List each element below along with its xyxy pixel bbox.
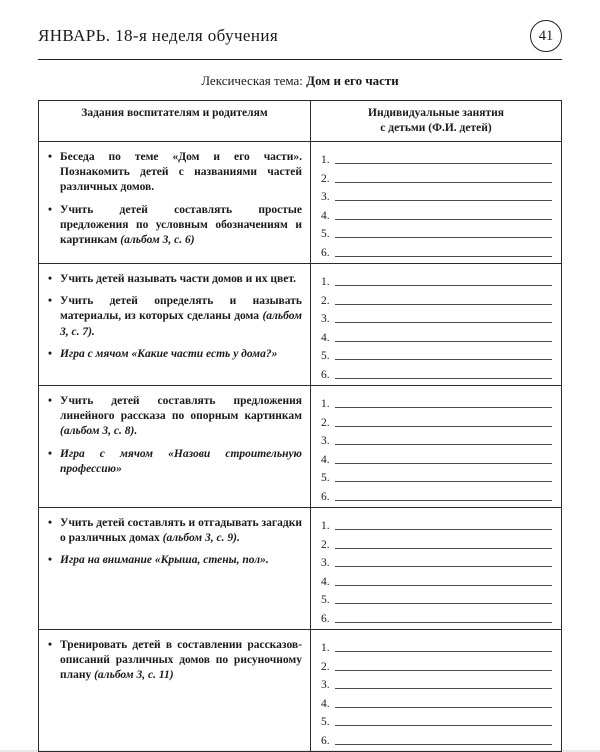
numbered-line	[321, 691, 552, 710]
line-number: 6.	[320, 612, 330, 625]
numbered-line	[321, 514, 552, 533]
line-number: 3.	[320, 679, 330, 692]
line-number: 1.	[320, 520, 330, 533]
task-text-italic: (альбом 3, с. 8).	[60, 425, 138, 438]
lines-cell	[310, 263, 561, 385]
line-number: 5.	[320, 594, 330, 607]
task-text-italic: (альбом 3, с. 7).	[60, 310, 302, 338]
line-number: 3.	[320, 557, 330, 570]
line-number: 4.	[320, 697, 330, 710]
line-number: 4.	[320, 575, 330, 588]
write-line	[335, 622, 552, 623]
write-line	[335, 548, 552, 549]
write-line	[335, 500, 552, 501]
bullet-icon: •	[48, 203, 53, 216]
write-line	[335, 407, 552, 408]
task-row	[39, 507, 562, 629]
write-line	[335, 256, 552, 257]
task-text-italic: (альбом 3, с. 9).	[162, 532, 240, 545]
task-text: Учить детей называть части домов и их цвет.	[60, 272, 296, 285]
line-number: 6.	[320, 246, 330, 259]
bullet-icon: •	[48, 394, 53, 407]
numbered-line	[321, 166, 552, 185]
task-row	[39, 629, 562, 751]
tasks-cell	[39, 507, 311, 629]
task-text: Беседа по теме «Дом и его части». Познакомить детей с названиями частей различных домов.	[60, 150, 302, 194]
task-row	[39, 141, 562, 263]
numbered-line	[321, 185, 552, 204]
numbered-line	[321, 240, 552, 259]
task-item	[48, 203, 302, 249]
bullet-icon: •	[48, 348, 53, 360]
write-line	[335, 585, 552, 586]
write-line	[335, 359, 552, 360]
numbered-line	[321, 344, 552, 363]
numbered-line	[321, 484, 552, 503]
tasks-cell	[39, 141, 311, 263]
line-number: 1.	[320, 398, 330, 411]
task-item	[48, 272, 302, 287]
bullet-icon: •	[48, 638, 53, 651]
line-number: 2.	[320, 538, 330, 551]
numbered-line	[321, 636, 552, 655]
task-text-italic: Игра на внимание «Крыша, стены, пол».	[60, 554, 269, 567]
numbered-line	[321, 222, 552, 241]
write-line	[335, 566, 552, 567]
write-line	[335, 182, 552, 183]
numbered-line	[321, 410, 552, 429]
task-row	[39, 263, 562, 385]
line-number: 6.	[320, 490, 330, 503]
lines-cell	[310, 507, 561, 629]
numbered-line	[321, 203, 552, 222]
bullet-icon: •	[48, 272, 53, 285]
write-line	[335, 304, 552, 305]
numbered-line	[321, 362, 552, 381]
tasks-cell	[39, 629, 311, 751]
numbered-line	[321, 447, 552, 466]
numbered-line	[321, 673, 552, 692]
write-line	[335, 529, 552, 530]
line-number: 2.	[320, 660, 330, 673]
tasks-cell	[39, 263, 311, 385]
lines-cell	[310, 385, 561, 507]
line-number: 4.	[320, 331, 330, 344]
write-line	[335, 688, 552, 689]
write-line	[335, 163, 552, 164]
task-text-italic: Игра с мячом «Какие части есть у дома?»	[60, 348, 278, 360]
task-item	[48, 394, 302, 440]
line-number: 6.	[320, 734, 330, 747]
header-divider	[38, 59, 562, 60]
numbered-line	[321, 392, 552, 411]
table-header-row	[39, 101, 562, 142]
individual-column-header-line2: с детьми (Ф.И. детей)	[380, 121, 492, 134]
write-line	[335, 463, 552, 464]
bullet-icon: •	[48, 447, 53, 460]
task-text: Учить детей определять и называть материалы, из которых сделаны дома	[60, 295, 302, 323]
write-line	[335, 444, 552, 445]
numbered-line	[321, 307, 552, 326]
write-line	[335, 219, 552, 220]
numbered-line	[321, 569, 552, 588]
write-line	[335, 744, 552, 745]
lines-cell	[310, 141, 561, 263]
numbered-line	[321, 654, 552, 673]
subtitle-prefix: Лексическая тема:	[201, 73, 307, 88]
numbered-line	[321, 429, 552, 448]
write-line	[335, 378, 552, 379]
numbered-line	[321, 325, 552, 344]
numbered-line	[321, 606, 552, 625]
task-list	[48, 638, 302, 684]
task-item	[48, 294, 302, 340]
numbered-line	[321, 288, 552, 307]
line-number: 5.	[320, 716, 330, 729]
write-line	[335, 603, 552, 604]
line-number: 5.	[320, 472, 330, 485]
numbered-line	[321, 532, 552, 551]
line-number: 2.	[320, 172, 330, 185]
task-item	[48, 447, 302, 478]
write-line	[335, 481, 552, 482]
lexical-theme-subtitle	[38, 73, 562, 89]
line-number: 5.	[320, 228, 330, 241]
subtitle-theme: Дом и его части	[306, 73, 399, 88]
numbered-line	[321, 148, 552, 167]
numbered-line	[321, 551, 552, 570]
individual-column-header-line1: Индивидуальные занятия	[368, 107, 504, 119]
line-number: 1.	[320, 642, 330, 655]
task-row	[39, 385, 562, 507]
bullet-icon: •	[48, 554, 53, 567]
task-list	[48, 150, 302, 249]
line-number: 2.	[320, 416, 330, 429]
write-line	[335, 200, 552, 201]
task-item	[48, 638, 302, 684]
task-list	[48, 272, 302, 362]
numbered-line	[321, 710, 552, 729]
line-number: 3.	[320, 191, 330, 204]
task-item	[48, 553, 302, 568]
task-text: Тренировать детей в составлении рассказов-описаний различных домов по рисуночному плану	[60, 638, 302, 682]
task-item	[48, 347, 302, 362]
tasks-table-body	[39, 141, 562, 751]
tasks-table-head	[39, 101, 562, 142]
write-line	[335, 237, 552, 238]
line-number: 3.	[320, 313, 330, 326]
task-list	[48, 516, 302, 569]
line-number: 4.	[320, 209, 330, 222]
page-title: ЯНВАРЬ. 18-я неделя обучения	[38, 26, 279, 45]
task-text: Учить детей составлять простые предложения по условным обозначениям и картинкам	[60, 203, 302, 247]
numbered-line	[321, 728, 552, 747]
write-line	[335, 670, 552, 671]
line-number: 1.	[320, 276, 330, 289]
write-line	[335, 285, 552, 286]
task-text-italic: (альбом 3, с. 11)	[94, 669, 174, 682]
tasks-cell	[39, 385, 311, 507]
bullet-icon: •	[48, 516, 53, 529]
write-line	[335, 725, 552, 726]
line-number: 6.	[320, 368, 330, 381]
line-number: 5.	[320, 350, 330, 363]
line-number: 4.	[320, 453, 330, 466]
task-item	[48, 516, 302, 547]
tasks-table	[38, 100, 562, 752]
write-line	[335, 341, 552, 342]
page-number-badge: 41	[530, 20, 562, 52]
tasks-column-header: Задания воспитателям и родителям	[39, 101, 311, 142]
write-line	[335, 426, 552, 427]
task-item	[48, 150, 302, 196]
line-number: 2.	[320, 294, 330, 307]
lines-cell	[310, 629, 561, 751]
write-line	[335, 707, 552, 708]
numbered-line	[321, 588, 552, 607]
write-line	[335, 651, 552, 652]
individual-column-header	[310, 101, 561, 142]
task-text-italic: Игра с мячом «Назови строительную профессию»	[60, 447, 302, 475]
line-number: 1.	[320, 154, 330, 167]
task-text: Учить детей составлять и отгадывать загадки о различных домах	[60, 516, 302, 545]
numbered-line	[321, 466, 552, 485]
task-text-italic: (альбом 3, с. 6)	[120, 234, 195, 247]
line-number: 3.	[320, 435, 330, 448]
task-list	[48, 394, 302, 477]
write-line	[335, 322, 552, 323]
task-text: Учить детей составлять предложения линейного рассказа по опорным картинкам	[60, 394, 302, 423]
numbered-line	[321, 270, 552, 289]
bullet-icon: •	[48, 150, 53, 163]
page-header	[38, 20, 562, 52]
bullet-icon: •	[48, 295, 53, 308]
